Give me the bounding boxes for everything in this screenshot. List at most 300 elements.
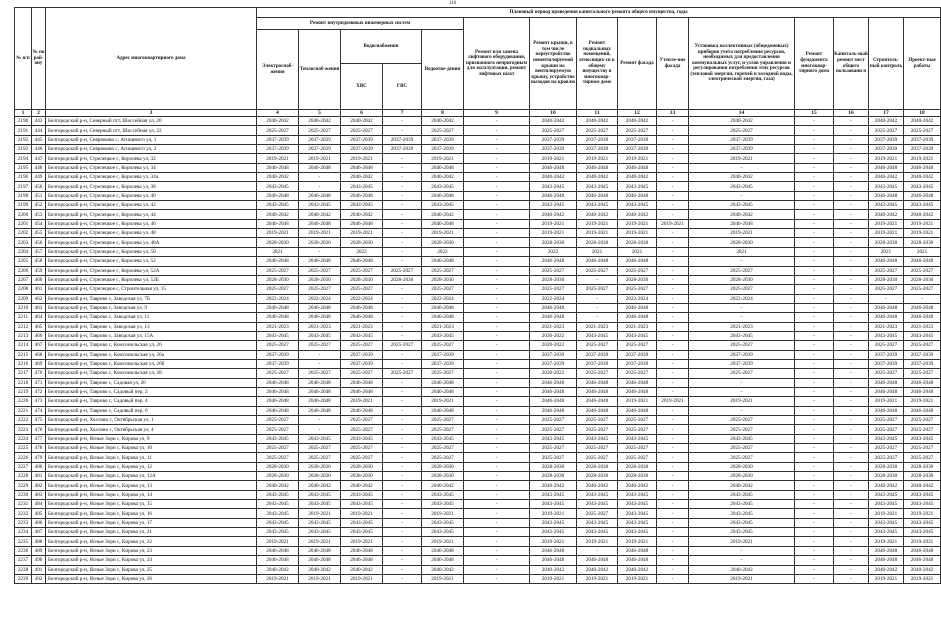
table-cell: 2043-2045 <box>341 201 383 210</box>
table-cell: - <box>869 294 904 303</box>
table-cell: 2025-2027 <box>577 416 618 425</box>
table-cell: 2019-2021 <box>341 229 383 238</box>
table-cell: 2046-2048 <box>299 303 341 312</box>
address-cell: Белгородский р-н, Таврово с, Комсомольская ул, 26б <box>46 359 257 368</box>
table-cell: 2025-2027 <box>618 266 657 275</box>
table-cell: 2046-2048 <box>869 556 904 565</box>
table-cell: 2046-2048 <box>299 163 341 172</box>
table-cell: 2025-2027 <box>257 285 299 294</box>
table-cell: 2046-2048 <box>422 191 464 200</box>
address-cell: Белгородский р-н, Стрелецкое с, Королева ул, 38 <box>46 182 257 191</box>
table-cell: 2019-2021 <box>422 537 464 546</box>
table-cell: 2037-2039 <box>422 359 464 368</box>
table-cell: 2040-2042 <box>422 565 464 574</box>
table-cell: 2028-2030 <box>689 462 795 471</box>
table-cell: 2046-2048 <box>341 303 383 312</box>
table-cell: 2043-2045 <box>299 528 341 537</box>
table-cell: 2233 <box>15 518 32 527</box>
table-cell: - <box>464 397 530 406</box>
table-cell: 2046-2048 <box>869 257 904 266</box>
table-cell: 2028-2030 <box>618 462 657 471</box>
table-cell: 2236 <box>15 546 32 555</box>
table-cell: - <box>657 135 689 144</box>
table-cell: 2218 <box>15 378 32 387</box>
table-cell: 2230 <box>15 490 32 499</box>
table-cell: - <box>464 154 530 163</box>
column-number-cell: 7 <box>383 110 422 117</box>
table-cell: - <box>795 191 834 200</box>
table-cell: - <box>464 546 530 555</box>
table-cell: - <box>383 154 422 163</box>
table-cell: 2028-2030 <box>904 238 941 247</box>
table-cell: 2025-2027 <box>904 369 941 378</box>
table-cell: - <box>464 406 530 415</box>
table-cell: 2025-2027 <box>869 126 904 135</box>
header-facade: Ремонт фасада <box>618 18 657 110</box>
table-cell: - <box>795 135 834 144</box>
table-cell: 491 <box>32 565 46 574</box>
table-cell: - <box>795 444 834 453</box>
table-cell: - <box>834 359 869 368</box>
table-cell: - <box>383 126 422 135</box>
table-cell: 2037-2039 <box>618 135 657 144</box>
table-cell: 2025-2027 <box>299 126 341 135</box>
table-cell: - <box>464 322 530 331</box>
table-cell: 2028-2030 <box>383 275 422 284</box>
table-cell: 2043-2045 <box>530 201 577 210</box>
table-cell: - <box>834 518 869 527</box>
table-cell: 2043-2045 <box>618 182 657 191</box>
table-cell: - <box>464 462 530 471</box>
table-cell: 2019-2021 <box>577 537 618 546</box>
table-cell: - <box>657 574 689 583</box>
table-cell: 2028-2030 <box>869 472 904 481</box>
table-cell: 2204 <box>15 247 32 256</box>
table-cell: 2043-2045 <box>689 518 795 527</box>
table-cell: 2019-2021 <box>530 154 577 163</box>
table-cell: 462 <box>32 294 46 303</box>
table-row <box>15 257 941 266</box>
table-cell: 2046-2048 <box>341 313 383 322</box>
table-cell: - <box>795 331 834 340</box>
table-cell: 2019-2021 <box>577 229 618 238</box>
table-cell: 2022-2024 <box>689 294 795 303</box>
table-cell: 2025-2027 <box>422 453 464 462</box>
table-cell: 2025-2027 <box>422 369 464 378</box>
table-cell: 479 <box>32 453 46 462</box>
table-cell: 2043-2045 <box>257 182 299 191</box>
table-cell: 2037-2039 <box>904 359 941 368</box>
address-cell: Белгородский р-н, Севрюково с, Агищевого ул, 2 <box>46 145 257 154</box>
table-cell: - <box>464 163 530 172</box>
table-cell: 2028-2030 <box>422 472 464 481</box>
table-cell: 475 <box>32 416 46 425</box>
table-cell: 2019-2021 <box>577 219 618 228</box>
table-cell: 2043-2045 <box>577 434 618 443</box>
address-cell: Белгородский р-н, Ясные Зори с, Кирова ул, 24 <box>46 556 257 565</box>
table-cell: - <box>299 425 341 434</box>
table-cell: 2037-2039 <box>530 359 577 368</box>
table-cell: 2028-2030 <box>299 275 341 284</box>
table-cell: - <box>383 257 422 266</box>
table-cell: - <box>795 434 834 443</box>
table-cell: - <box>834 135 869 144</box>
table-cell: 454 <box>32 219 46 228</box>
table-cell: 2025-2027 <box>299 266 341 275</box>
table-cell: - <box>834 341 869 350</box>
table-cell: 2037-2039 <box>904 350 941 359</box>
table-cell: - <box>464 210 530 219</box>
table-cell: 2019-2021 <box>422 154 464 163</box>
table-cell: 2025-2027 <box>904 444 941 453</box>
header-hot-water: ГВС <box>383 64 422 110</box>
address-cell: Белгородский р-н, Ясные Зори с, Кирова ул, 23 <box>46 546 257 555</box>
table-cell: 490 <box>32 556 46 565</box>
table-cell: 2226 <box>15 453 32 462</box>
table-cell: 2019-2021 <box>904 229 941 238</box>
table-cell: - <box>795 350 834 359</box>
table-cell: 2046-2048 <box>904 191 941 200</box>
table-row <box>15 163 941 172</box>
table-cell: 2040-2042 <box>257 565 299 574</box>
table-cell: - <box>834 556 869 565</box>
table-cell: 2046-2048 <box>422 406 464 415</box>
table-cell: 2037-2039 <box>422 135 464 144</box>
table-cell: 2046-2048 <box>299 219 341 228</box>
table-cell: - <box>834 201 869 210</box>
table-cell: - <box>464 229 530 238</box>
table-cell: 2046-2048 <box>299 378 341 387</box>
table-row <box>15 210 941 219</box>
table-cell: 2025-2027 <box>422 425 464 434</box>
table-cell: 449 <box>32 173 46 182</box>
column-number-cell: 1 <box>15 110 32 117</box>
table-cell: - <box>795 145 834 154</box>
table-cell: - <box>795 472 834 481</box>
table-cell: 486 <box>32 518 46 527</box>
table-cell: - <box>834 481 869 490</box>
table-cell: - <box>795 313 834 322</box>
table-cell: 2019-2021 <box>299 509 341 518</box>
table-cell: - <box>464 509 530 518</box>
table-cell: 2028-2030 <box>341 462 383 471</box>
table-cell: - <box>834 528 869 537</box>
table-row <box>15 313 941 322</box>
table-cell: - <box>464 238 530 247</box>
table-cell: 2025-2027 <box>530 285 577 294</box>
address-cell: Белгородский р-н, Таврово с, Садовый пер, 2 <box>46 387 257 396</box>
column-number-cell: 18 <box>904 110 941 117</box>
table-cell: - <box>834 257 869 266</box>
table-cell: 2043-2045 <box>618 509 657 518</box>
table-cell: 447 <box>32 154 46 163</box>
address-cell: Белгородский р-н, Таврово с, Садовая ул, 26 <box>46 378 257 387</box>
table-cell: 2019-2021 <box>257 154 299 163</box>
table-cell: 2205 <box>15 257 32 266</box>
table-cell: - <box>464 126 530 135</box>
table-cell: - <box>464 266 530 275</box>
table-cell: 2025-2027 <box>299 369 341 378</box>
table-cell: 2025-2027 <box>689 285 795 294</box>
table-cell: 2043-2045 <box>341 528 383 537</box>
table-cell: 2037-2039 <box>618 145 657 154</box>
header-address: Адрес многоквартирного дома <box>46 8 257 110</box>
column-number-row <box>15 110 941 117</box>
table-cell: - <box>657 294 689 303</box>
table-cell: 2037-2039 <box>689 145 795 154</box>
table-cell: - <box>383 117 422 126</box>
table-cell: - <box>657 509 689 518</box>
table-cell: - <box>464 341 530 350</box>
table-cell: 2232 <box>15 509 32 518</box>
table-cell: 2025-2027 <box>257 266 299 275</box>
table-cell: 2210 <box>15 303 32 312</box>
table-cell: 2043-2045 <box>341 500 383 509</box>
table-cell: 2025-2027 <box>341 285 383 294</box>
table-cell: - <box>383 397 422 406</box>
table-cell: - <box>657 434 689 443</box>
table-cell: 2040-2042 <box>577 173 618 182</box>
table-cell: 2025-2027 <box>530 425 577 434</box>
table-cell: 2043-2045 <box>299 490 341 499</box>
table-cell: 2234 <box>15 528 32 537</box>
table-row <box>15 341 941 350</box>
table-cell: - <box>657 341 689 350</box>
table-cell: 2197 <box>15 182 32 191</box>
table-cell: 2037-2039 <box>904 135 941 144</box>
table-row <box>15 528 941 537</box>
table-cell: 2028-2030 <box>904 472 941 481</box>
header-district-number: № по рай-ону <box>32 8 46 110</box>
address-cell: Белгородский р-н, Таврово с, Комсомольская ул, 28 <box>46 369 257 378</box>
table-cell: 2046-2048 <box>577 378 618 387</box>
table-cell: - <box>464 117 530 126</box>
table-cell: 2046-2048 <box>299 191 341 200</box>
table-row <box>15 378 941 387</box>
table-cell: 2040-2042 <box>869 117 904 126</box>
table-cell: 464 <box>32 313 46 322</box>
table-cell: 2037-2039 <box>618 350 657 359</box>
header-electric: Электроснаб-жения <box>257 30 299 110</box>
table-cell: 2040-2042 <box>422 173 464 182</box>
header-foundation: Ремонт фундамента многоквар-тирного дома <box>795 18 834 110</box>
table-cell: - <box>383 331 422 340</box>
table-row <box>15 350 941 359</box>
table-cell: 2046-2048 <box>618 191 657 200</box>
table-cell: 2037-2039 <box>257 145 299 154</box>
table-cell: 2043-2045 <box>341 182 383 191</box>
table-cell: - <box>383 537 422 546</box>
table-cell: 452 <box>32 201 46 210</box>
table-cell: - <box>657 331 689 340</box>
table-cell: 2025-2027 <box>422 285 464 294</box>
table-cell: 2019-2021 <box>257 537 299 546</box>
table-cell: 2235 <box>15 537 32 546</box>
table-cell: 2040-2042 <box>618 481 657 490</box>
table-cell: 2040-2042 <box>530 481 577 490</box>
table-cell: 2043-2045 <box>422 490 464 499</box>
table-cell: - <box>657 565 689 574</box>
table-cell: 2046-2048 <box>341 257 383 266</box>
table-cell: - <box>795 387 834 396</box>
table-cell: - <box>834 219 869 228</box>
table-cell: 2043-2045 <box>904 518 941 527</box>
table-cell: 2037-2039 <box>530 135 577 144</box>
table-cell: - <box>464 369 530 378</box>
table-cell: - <box>383 229 422 238</box>
table-cell: - <box>464 350 530 359</box>
table-cell: 2040-2042 <box>869 210 904 219</box>
table-cell: 2025-2027 <box>904 285 941 294</box>
table-cell: 2028-2030 <box>618 275 657 284</box>
table-cell: 2025-2027 <box>618 416 657 425</box>
table-row <box>15 574 941 583</box>
table-cell: 2046-2048 <box>257 191 299 200</box>
table-cell: - <box>464 182 530 191</box>
table-cell: 2019-2021 <box>618 574 657 583</box>
table-cell: 2019-2021 <box>530 537 577 546</box>
table-cell: 2028-2030 <box>341 275 383 284</box>
table-cell: 2037-2039 <box>422 350 464 359</box>
table-cell: 2216 <box>15 359 32 368</box>
table-cell: 2021 <box>689 247 795 256</box>
table-cell: 2224 <box>15 434 32 443</box>
header-construction-control: Строитель-ный контроль <box>869 18 904 110</box>
table-cell: 2025-2027 <box>341 126 383 135</box>
table-cell: 2019-2021 <box>422 574 464 583</box>
table-row <box>15 565 941 574</box>
table-cell: 2037-2039 <box>577 350 618 359</box>
table-cell: 2025-2027 <box>383 266 422 275</box>
table-cell: 2194 <box>15 154 32 163</box>
table-cell: 2043-2045 <box>618 490 657 499</box>
table-cell: 2028-2030 <box>257 472 299 481</box>
table-cell: - <box>464 331 530 340</box>
table-row <box>15 444 941 453</box>
table-cell: - <box>464 537 530 546</box>
table-cell: 446 <box>32 145 46 154</box>
table-cell: 2019-2021 <box>904 574 941 583</box>
table-cell: 2043-2045 <box>869 490 904 499</box>
table-cell: 2040-2042 <box>577 481 618 490</box>
table-cell: 2043-2045 <box>577 331 618 340</box>
table-cell: 2040-2042 <box>299 117 341 126</box>
table-cell: 2025-2027 <box>618 369 657 378</box>
table-cell: - <box>834 117 869 126</box>
table-row <box>15 481 941 490</box>
table-cell: 2043-2045 <box>904 201 941 210</box>
table-cell: 2025-2027 <box>618 425 657 434</box>
table-cell: 2028-2030 <box>257 238 299 247</box>
table-cell: - <box>657 490 689 499</box>
table-cell: - <box>657 182 689 191</box>
table-cell: 2046-2048 <box>904 257 941 266</box>
table-cell: 2040-2042 <box>341 481 383 490</box>
table-cell: 2021-2023 <box>299 322 341 331</box>
column-number-cell: 10 <box>530 110 577 117</box>
table-cell: - <box>383 425 422 434</box>
table-cell: 2025-2027 <box>869 425 904 434</box>
table-cell: - <box>795 210 834 219</box>
table-cell: 2043-2045 <box>577 182 618 191</box>
table-cell: 2046-2048 <box>618 546 657 555</box>
table-row <box>15 229 941 238</box>
table-cell: - <box>795 546 834 555</box>
table-cell: - <box>383 163 422 172</box>
table-cell: 2043-2045 <box>341 331 383 340</box>
table-cell: - <box>834 369 869 378</box>
table-cell: 2043-2045 <box>689 528 795 537</box>
table-cell: 2043-2045 <box>904 434 941 443</box>
table-cell: - <box>795 294 834 303</box>
table-cell: 2025-2027 <box>904 416 941 425</box>
table-cell: - <box>795 238 834 247</box>
column-number-cell: 12 <box>618 110 657 117</box>
table-cell: 2037-2039 <box>869 350 904 359</box>
table-cell: 2046-2048 <box>299 397 341 406</box>
table-cell: 2019-2021 <box>689 574 795 583</box>
table-cell: 2040-2042 <box>904 173 941 182</box>
table-cell: - <box>657 266 689 275</box>
table-cell: 2046-2048 <box>257 546 299 555</box>
table-cell: 2211 <box>15 313 32 322</box>
table-cell: 2020-2022 <box>530 331 577 340</box>
table-cell: 2043-2045 <box>422 434 464 443</box>
table-cell: 2043-2045 <box>689 182 795 191</box>
table-cell: 2046-2048 <box>689 219 795 228</box>
table-cell: 2201 <box>15 219 32 228</box>
table-cell: 2021-2023 <box>618 322 657 331</box>
table-cell: 2046-2048 <box>530 303 577 312</box>
table-cell: 2021-2023 <box>257 322 299 331</box>
table-cell: 2037-2039 <box>341 350 383 359</box>
table-cell: - <box>689 387 795 396</box>
table-cell: 2037-2039 <box>341 359 383 368</box>
table-cell: 2019-2021 <box>341 397 383 406</box>
table-cell: 2206 <box>15 266 32 275</box>
table-cell: 2040-2042 <box>299 210 341 219</box>
address-cell: Белгородский р-н, Таврово с, Садовый пер, 6 <box>46 406 257 415</box>
table-cell: - <box>834 500 869 509</box>
table-cell: 2028-2030 <box>689 238 795 247</box>
table-cell: 2046-2048 <box>618 163 657 172</box>
table-cell: - <box>657 453 689 462</box>
table-cell: 2025-2027 <box>422 444 464 453</box>
table-cell: 2043-2045 <box>257 331 299 340</box>
table-row <box>15 434 941 443</box>
table-cell: - <box>383 219 422 228</box>
table-cell: 2019-2021 <box>904 219 941 228</box>
table-cell: - <box>383 453 422 462</box>
table-cell: - <box>299 247 341 256</box>
table-cell: - <box>383 201 422 210</box>
table-cell: - <box>904 294 941 303</box>
table-cell: - <box>383 490 422 499</box>
table-cell: - <box>795 219 834 228</box>
table-cell: 2025-2027 <box>577 425 618 434</box>
table-cell: 488 <box>32 537 46 546</box>
table-cell: - <box>834 537 869 546</box>
table-cell: 2025-2027 <box>577 341 618 350</box>
table-cell: - <box>464 219 530 228</box>
table-cell: - <box>834 397 869 406</box>
table-cell: 2019-2021 <box>577 574 618 583</box>
table-cell: 2192 <box>15 135 32 144</box>
table-cell: 2046-2048 <box>257 378 299 387</box>
table-cell: - <box>834 350 869 359</box>
table-cell: 2021-2023 <box>341 322 383 331</box>
address-cell: Белгородский р-н, Северный пгт, Шоссейная ул, 20 <box>46 117 257 126</box>
